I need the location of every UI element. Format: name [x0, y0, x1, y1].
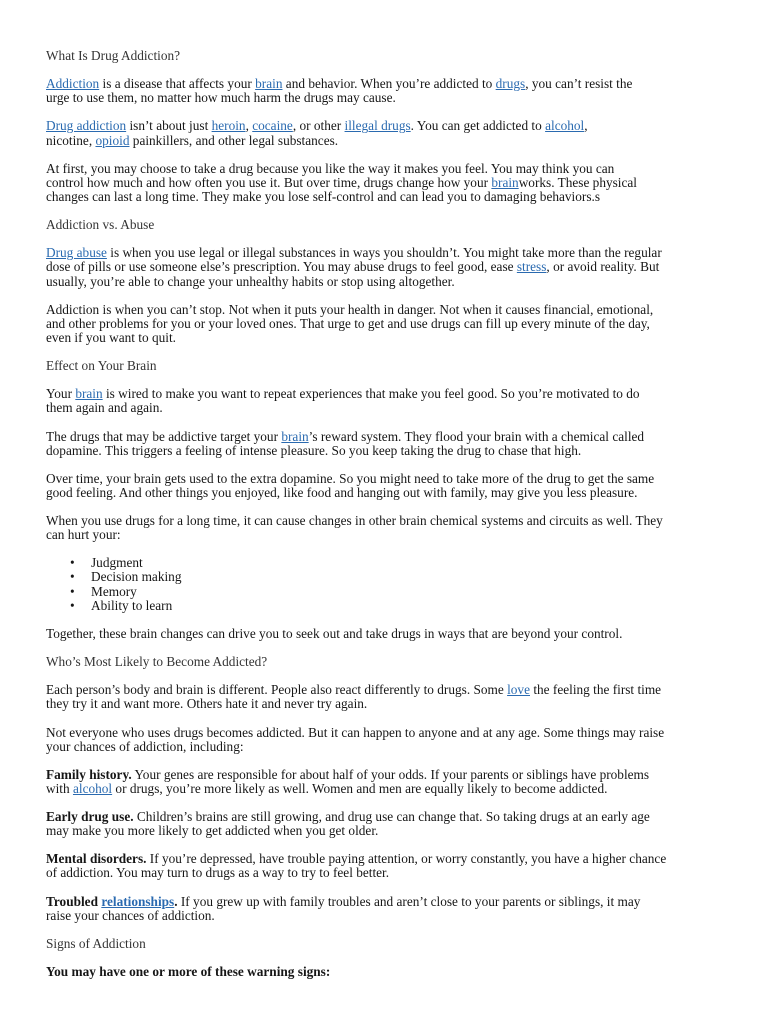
paragraph [46, 895, 758, 923]
body-text: isn’t about just [126, 118, 212, 134]
heading-who-s-most-likely-to-become-addicted: Who’s Most Likely to Become Addicted? [46, 654, 268, 670]
bold-lead-text: Family history. [46, 766, 132, 782]
paragraph [46, 472, 758, 500]
link-opioid[interactable]: opioid [95, 132, 130, 148]
paragraph [46, 77, 758, 105]
bullet-list [46, 556, 758, 612]
body-text: ’s reward system. They flood your brain with a chemical called dopamine. This triggers a feeling of intense pleasure. So you keep taking the drug to chase that high. [46, 428, 645, 458]
body-text: The drugs that may be addictive target your [46, 428, 282, 444]
link-drug-addiction[interactable]: Drug addiction [46, 118, 127, 134]
heading-addiction-vs-abuse: Addiction vs. Abuse [46, 217, 155, 233]
body-text: Your genes are responsible for about half of your odds. If your parents or siblings have problems with [46, 766, 650, 796]
link-brain[interactable]: brain [75, 386, 103, 402]
link-brain[interactable]: brain [255, 76, 283, 92]
body-text: Addiction is when you can’t stop. Not when it puts your health in danger. Not when it causes financial, emotional, and other problems for you or your loved ones. That urge to get and use drugs can fill up every minute of the day, even if you want to quit. [46, 301, 654, 345]
body-text: If you’re depressed, have trouble paying attention, or worry constantly, you have a higher chance of addiction. You may turn to drugs as a way to try to feel better. [46, 851, 667, 881]
body-text: , or other [292, 118, 345, 134]
heading-what-is-drug-addiction: What Is Drug Addiction? [46, 48, 181, 63]
link-stress[interactable]: stress [516, 259, 547, 275]
link-heroin[interactable]: heroin [211, 118, 246, 134]
body-text: Together, these brain changes can drive you to seek out and take drugs in ways that are beyond your control. [46, 625, 623, 641]
body-text: the feeling the first time they try it and want more. Others hate it and never try again. [46, 682, 662, 712]
bold-lead-text: Troubled [46, 893, 102, 909]
body-text: is a disease that affects your [99, 76, 256, 92]
body-text: , [245, 118, 253, 134]
paragraph [46, 387, 758, 415]
link-cocaine[interactable]: cocaine [252, 118, 293, 134]
list-item: • Ability to learn [91, 599, 758, 613]
bold-lead-text: Mental disorders. [46, 851, 147, 867]
heading-effect-on-your-brain: Effect on Your Brain [46, 358, 157, 374]
link-relationships[interactable]: relationships [101, 893, 175, 909]
body-text: . You can get addicted to [410, 118, 546, 134]
link-brain[interactable]: brain [491, 174, 519, 190]
body-text: , you can’t resist the urge to use them, no matter how much harm the drugs may cause. [46, 76, 633, 106]
body-text: Each person’s body and brain is different. People also react differently to drugs. Some [46, 682, 508, 698]
paragraph [46, 246, 758, 288]
body-text: Your [46, 386, 76, 402]
link-drugs[interactable]: drugs [495, 76, 526, 92]
document-body [46, 49, 758, 993]
paragraph [46, 303, 758, 345]
body-text: , nicotine, [46, 118, 588, 148]
body-text: is when you use legal or illegal substances in ways you shouldn’t. You might take more than the regular dose of pills or use someone else’s prescription. You may abuse drugs to feel good, ease [46, 245, 662, 275]
paragraph [46, 430, 758, 458]
body-text: When you use drugs for a long time, it can cause changes in other brain chemical systems and circuits as well. They can hurt your: [46, 513, 663, 543]
body-text: , or avoid reality. But usually, you’re able to change your unhealthy habits or stop using altogether. [46, 259, 660, 289]
paragraph [46, 965, 758, 979]
paragraph [46, 162, 758, 204]
body-text: If you grew up with family troubles and aren’t close to your parents or siblings, it may raise your chances of addiction. [46, 893, 641, 923]
body-text: is wired to make you want to repeat experiences that make you feel good. So you’re motivated to do them again and again. [46, 386, 640, 416]
bold-lead-text: Early drug use. [46, 809, 134, 825]
link-brain[interactable]: brain [281, 428, 309, 444]
link-illegal-drugs[interactable]: illegal drugs [344, 118, 411, 134]
body-text: Not everyone who uses drugs becomes addicted. But it can happen to anyone and at any age. Some things may raise your chances of addiction, including: [46, 724, 665, 754]
body-text: works. These physical changes can last a long time. They make you lose self-control and can lead you to damaging behaviors.s [46, 174, 637, 204]
paragraph [46, 683, 758, 711]
link-alcohol[interactable]: alcohol [72, 780, 113, 796]
link-love[interactable]: love [507, 682, 530, 698]
paragraph [46, 810, 758, 838]
heading-signs-of-addiction: Signs of Addiction [46, 935, 146, 951]
paragraph [46, 852, 758, 880]
bold-lead-text: . [174, 893, 178, 909]
paragraph [46, 726, 758, 754]
body-text: and behavior. When you’re addicted to [282, 76, 496, 92]
body-text: Children’s brains are still growing, and drug use can change that. So taking drugs at an early age may make you more likely to get addicted when you get older. [46, 809, 650, 839]
body-text: Over time, your brain gets used to the extra dopamine. So you might need to take more of the drug to get the same good feeling. And other things you enjoyed, like food and hanging out with family, may give you less pleasure. [46, 470, 655, 500]
body-text: or drugs, you’re more likely as well. Women and men are equally likely to become addicted. [112, 780, 608, 796]
list-item: • Judgment [91, 556, 758, 570]
bold-lead-text: You may have one or more of these warning signs: [46, 964, 331, 980]
list-item: • Memory [91, 585, 758, 599]
body-text: painkillers, and other legal substances. [129, 132, 339, 148]
body-text: At first, you may choose to take a drug because you like the way it makes you feel. You may think you can control how much and how often you use it. But over time, drugs change how your [46, 160, 615, 190]
link-alcohol[interactable]: alcohol [545, 118, 585, 134]
paragraph [46, 119, 758, 147]
paragraph [46, 768, 758, 796]
paragraph [46, 514, 758, 542]
link-drug-abuse[interactable]: Drug abuse [46, 245, 107, 261]
link-addiction[interactable]: Addiction [46, 76, 100, 92]
paragraph [46, 627, 758, 641]
list-item: • Decision making [91, 570, 758, 584]
